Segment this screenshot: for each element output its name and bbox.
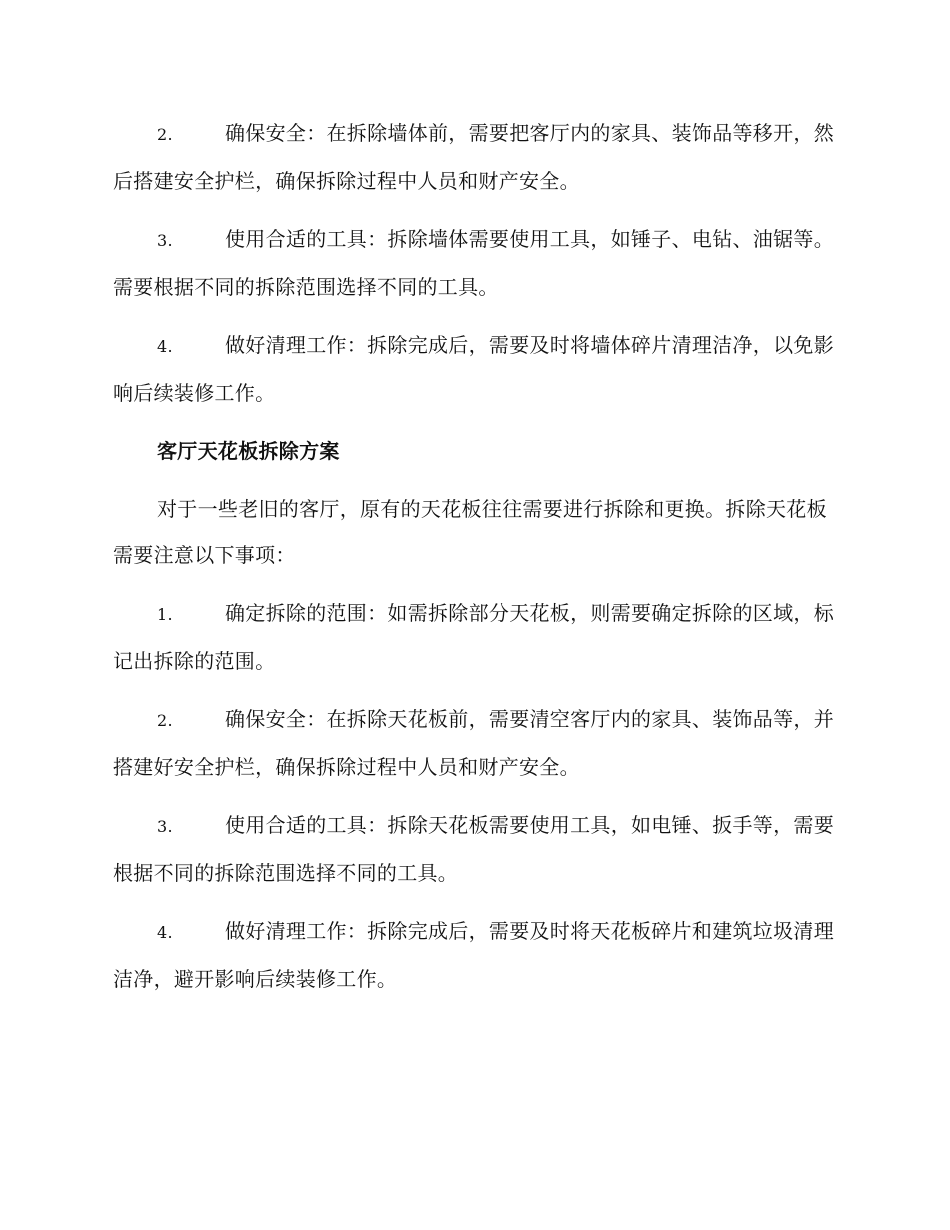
list-text: 确定拆除的范围：如需拆除部分天花板，则需要确定拆除的区域，标记出拆除的范围。 — [113, 601, 834, 673]
list-text: 做好清理工作：拆除完成后，需要及时将天花板碎片和建筑垃圾清理洁净，避开影响后续装修工作。 — [113, 919, 834, 991]
list-text: 确保安全：在拆除天花板前，需要清空客厅内的家具、装饰品等，并搭建好安全护栏，确保拆除过程中人员和财产安全。 — [113, 707, 834, 779]
list-item — [113, 802, 835, 896]
list-number: 4. — [157, 337, 173, 356]
section-intro: 对于一些老旧的客厅，原有的天花板往往需要进行拆除和更换。拆除天花板需要注意以下事项： — [113, 497, 827, 567]
list-item — [113, 110, 835, 204]
list-item — [113, 590, 835, 684]
list-text: 使用合适的工具：拆除天花板需要使用工具，如电锤、扳手等，需要根据不同的拆除范围选择不同的工具。 — [113, 813, 834, 885]
list-number: 1. — [157, 605, 173, 624]
list-item — [113, 696, 835, 790]
document-body — [113, 110, 835, 1014]
list-item — [113, 216, 835, 310]
section-heading: 客厅天花板拆除方案 — [157, 439, 340, 463]
list-number: 4. — [157, 923, 173, 942]
list-text: 确保安全：在拆除墙体前，需要把客厅内的家具、装饰品等移开，然后搭建安全护栏，确保拆除过程中人员和财产安全。 — [113, 121, 834, 193]
list-item — [113, 322, 835, 416]
list-item — [113, 908, 835, 1002]
list-number: 2. — [157, 125, 173, 144]
list-number: 3. — [157, 817, 173, 836]
list-text: 做好清理工作：拆除完成后，需要及时将墙体碎片清理洁净，以免影响后续装修工作。 — [113, 333, 834, 405]
list-text: 使用合适的工具：拆除墙体需要使用工具，如锤子、电钻、油锯等。需要根据不同的拆除范围选择不同的工具。 — [113, 227, 834, 299]
list-number: 2. — [157, 711, 173, 730]
list-number: 3. — [157, 231, 173, 250]
